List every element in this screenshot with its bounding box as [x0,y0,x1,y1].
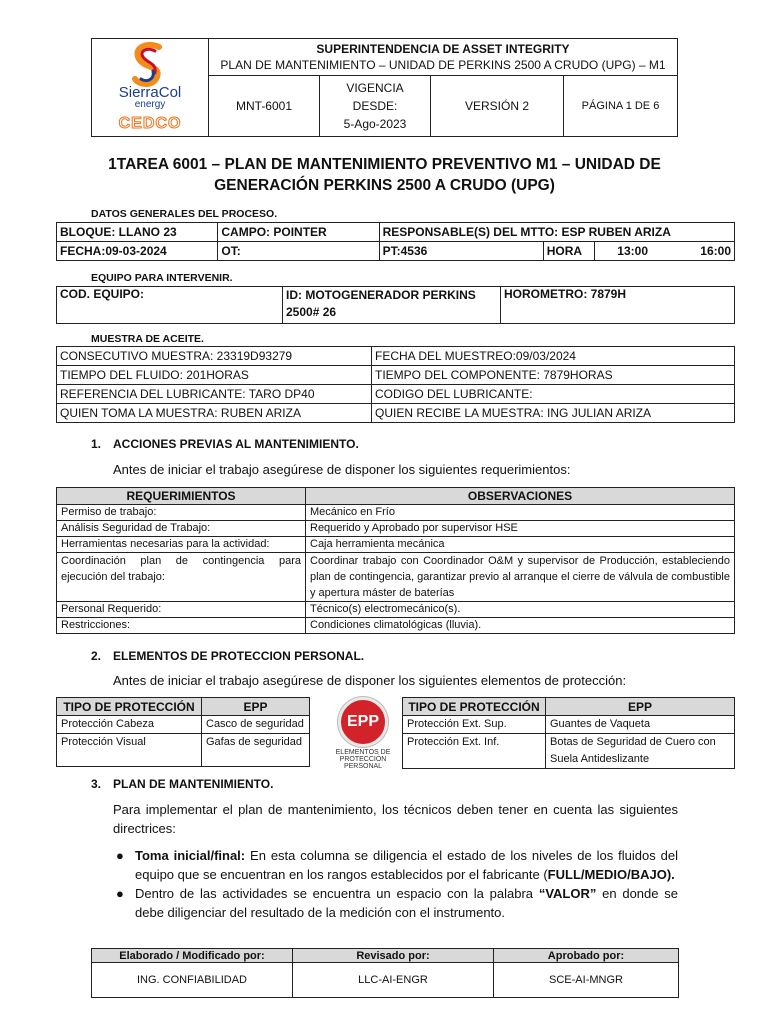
validity-label: VIGENCIA DESDE: [346,80,404,113]
elaborado-value: ING. CONFIABILIDAD [92,963,293,998]
bullet-icon: ● [116,848,124,863]
epp-logo [328,697,398,769]
section2-title: ELEMENTOS DE PROTECCION PERSONAL. [113,649,365,663]
bloque-field: BLOQUE: LLANO 23 [57,223,218,242]
obs-cell: Mecánico en Frío [306,505,735,521]
table-row [403,716,735,734]
oil-sample-label: MUESTRA DE ACEITE. [91,333,204,345]
directives-list [113,846,678,922]
equipment-label: EQUIPO PARA INTERVENIR. [91,272,233,284]
aprobado-value: SCE-AI-MNGR [494,963,679,998]
equipment-table [56,286,735,324]
bullet2-text: Dentro de las actividades se encuentra un espacio con la palabra [135,886,539,901]
general-data-table [56,222,735,261]
req-cell: Análisis Seguridad de Trabajo: [57,521,306,537]
ot-field: OT: [218,242,379,261]
header-title-cell [209,39,678,76]
validity-cell [320,75,431,136]
oil-sample-table [56,346,735,423]
document-header [91,38,678,137]
main-title [96,154,673,196]
req-cell: Herramientas necesarias para la actividad: [57,537,306,553]
oil-sample-cell: QUIEN RECIBE LA MUESTRA: ING JULIAN ARIZA [372,404,735,423]
fecha-field: FECHA:09-03-2024 [57,242,218,261]
table-row [57,716,310,734]
obs-cell: Caja herramienta mecánica [306,537,735,553]
main-title-line1: 1TAREA 6001 – PLAN DE MANTENIMIENTO PREVENTIVO M1 – UNIDAD DE [108,156,661,173]
req-cell: Restricciones: [57,618,306,634]
req-header: REQUERIMIENTOS [57,488,306,505]
section2-intro: Antes de iniciar el trabajo asegúrese de disponer los siguientes elementos de protección: [113,673,627,688]
responsable-field: RESPONSABLE(S) DEL MTTO: ESP RUBEN ARIZA [379,223,734,242]
approval-footer [91,948,679,998]
logo-company-text: SierraCol [118,84,182,101]
cedco-logo: CEDCO [118,115,182,132]
oil-sample-cell: QUIEN TOMA LA MUESTRA: RUBEN ARIZA [57,404,372,423]
equipment-id-line2: 2500# 26 [286,305,337,319]
obs-cell: Coordinar trabajo con Coordinador O&M y supervisor de Producción, estableciendo plan de contingencia, garantizar previo al arranque el cierre de válvula de combustible y apertura máster de baterías [306,553,735,602]
oil-sample-cell: FECHA DEL MUESTREO:09/03/2024 [372,347,735,366]
epp-type-cell: Protección Visual [57,734,202,767]
epp-type-header: TIPO DE PROTECCIÓN [403,698,546,716]
table-row [57,618,735,634]
obs-cell: Requerido y Aprobado por supervisor HSE [306,521,735,537]
table-row [57,553,735,602]
logo-cell [92,39,209,137]
epp-caption-line: PERSONAL [343,763,383,770]
section3-intro: Para implementar el plan de mantenimiento, los técnicos deben tener en cuenta las siguientes directrices: [113,802,678,836]
epp-cell: Gafas de seguridad [202,734,310,767]
bullet2-bold: “VALOR” [538,886,597,901]
sierracol-s-icon [135,45,159,84]
sierracol-logo [95,39,205,133]
req-cell: Personal Requerido: [57,602,306,618]
table-row [57,505,735,521]
department-title: SUPERINTENDENCIA DE ASSET INTEGRITY [316,41,570,56]
section3-number: 3. [91,777,102,791]
horometro-field: HOROMETRO: 7879H [501,287,735,324]
obs-cell: Técnico(s) electromecánico(s). [306,602,735,618]
hora-values [594,242,734,261]
epp-type-cell: Protección Ext. Inf. [403,734,546,769]
oil-sample-cell: TIEMPO DEL FLUIDO: 201HORAS [57,366,372,385]
main-title-line2: GENERACIÓN PERKINS 2500 A CRUDO (UPG) [214,177,555,194]
section2-number: 2. [91,649,102,663]
epp-header: EPP [202,698,310,716]
obs-header: OBSERVACIONES [306,488,735,505]
doc-code: MNT-6001 [209,75,320,136]
table-row [57,734,310,767]
table-row [57,602,735,618]
epp-type-header: TIPO DE PROTECCIÓN [57,698,202,716]
footer-header: Aprobado por: [494,949,679,963]
epp-cell: Casco de seguridad [202,716,310,734]
epp-table-right [402,697,735,769]
epp-caption-line: PROTECCIÓN [339,756,387,763]
page-number: PÁGINA 1 DE 6 [564,75,678,136]
epp-type-cell: Protección Ext. Sup. [403,716,546,734]
doc-version: VERSIÓN 2 [431,75,564,136]
hora-label: HORA [543,242,594,261]
list-item [113,846,678,884]
req-cell: Permiso de trabajo: [57,505,306,521]
cod-equipo-field: COD. EQUIPO: [57,287,283,324]
logo-sub-text: energy [134,99,166,110]
section1-title: ACCIONES PREVIAS AL MANTENIMIENTO. [113,437,359,451]
oil-sample-cell: CODIGO DEL LUBRICANTE: [372,385,735,404]
equipment-id-field [283,287,501,324]
section1-intro: Antes de iniciar el trabajo asegúrese de disponer los siguientes requerimientos: [113,462,571,477]
plan-title: PLAN DE MANTENIMIENTO – UNIDAD DE PERKINS 2500 A CRUDO (UPG) – M1 [220,57,666,72]
validity-date: 5-Ago-2023 [343,116,407,131]
oil-sample-cell: CONSECUTIVO MUESTRA: 23319D93279 [57,347,372,366]
bullet2-text2: en donde se debe diligenciar del resultado de la medición con el instrumento. [135,886,678,920]
footer-header: Revisado por: [293,949,494,963]
oil-sample-cell: TIEMPO DEL COMPONENTE: 7879HORAS [372,366,735,385]
oil-sample-cell: REFERENCIA DEL LUBRICANTE: TARO DP40 [57,385,372,404]
obs-cell: Condiciones climatológicas (lluvia). [306,618,735,634]
hora-fin: 16:00 [700,244,731,258]
list-item [113,884,678,922]
epp-type-cell: Protección Cabeza [57,716,202,734]
bullet1-bold: Toma inicial/final: [135,848,246,863]
table-row [403,734,735,769]
epp-table-left [56,697,310,767]
section3-title: PLAN DE MANTENIMIENTO. [113,777,274,791]
epp-caption-line: ELEMENTOS DE [335,749,391,756]
epp-cell: Guantes de Vaqueta [546,716,735,734]
bullet1-bold2: FULL/MEDIO/BAJO). [547,867,675,882]
req-cell: Coordinación plan de contingencia para ejecución del trabajo: [57,553,306,602]
table-row [57,521,735,537]
epp-logo-circle: EPP [338,697,388,747]
revisado-value: LLC-AI-ENGR [293,963,494,998]
equipment-id-line1: ID: MOTOGENERADOR PERKINS [286,288,476,302]
hora-inicio: 13:00 [617,244,648,258]
bullet-icon: ● [116,886,124,901]
pt-field: PT:4536 [379,242,543,261]
section2-heading [91,649,364,663]
epp-logo-caption [328,749,398,770]
section1-number: 1. [91,437,102,451]
section1-heading [91,437,359,451]
footer-header: Elaborado / Modificado por: [92,949,293,963]
requirements-table [56,487,735,634]
epp-header: EPP [546,698,735,716]
bullet1-text: En esta columna se diligencia el estado de los niveles de los fluidos del equipo que se encuentran en los rangos establecidos por el fabricante ( [135,848,678,882]
general-data-label: DATOS GENERALES DEL PROCESO. [91,208,278,220]
campo-field: CAMPO: POINTER [218,223,379,242]
epp-cell: Botas de Seguridad de Cuero con Suela Antideslizante [546,734,735,769]
section3-heading [91,777,273,791]
table-row [57,537,735,553]
